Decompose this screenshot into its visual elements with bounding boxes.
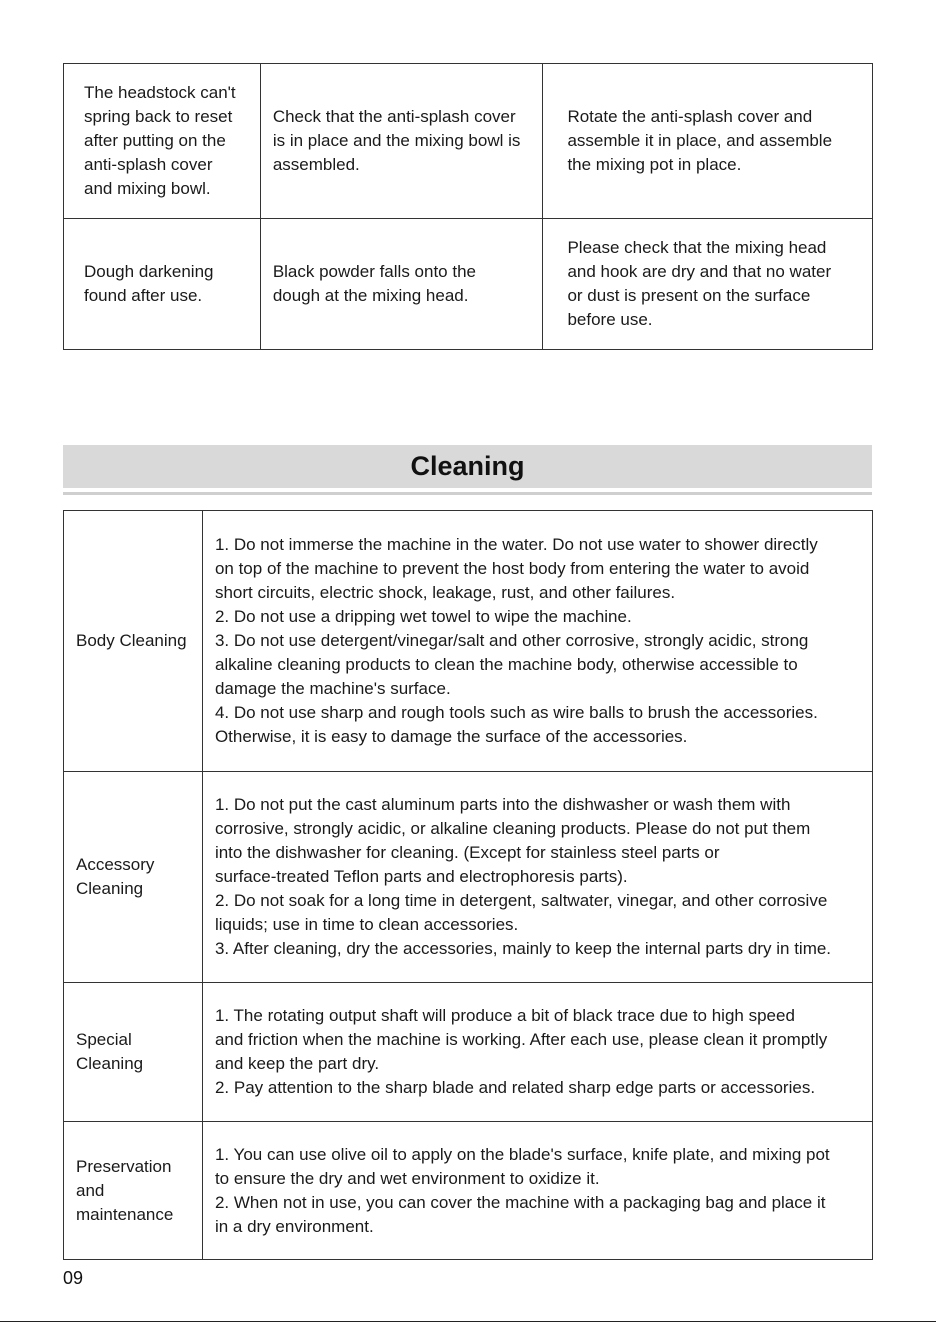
cause-cell: Black powder falls onto the dough at the mixing head. bbox=[260, 219, 543, 350]
section-header bbox=[63, 445, 872, 488]
table-row bbox=[64, 64, 873, 219]
row-text: 1. The rotating output shaft will produce a bit of black trace due to high speed and friction when the machine is working. After each use, please clean it promptly and keep the part dry. 2. Pay attention to the sharp blade and related sharp edge parts or accessories. bbox=[202, 983, 872, 1122]
section-title: Cleaning bbox=[410, 451, 525, 481]
divider bbox=[0, 1321, 936, 1322]
solution-cell: Rotate the anti-splash cover and assemble it in place, and assemble the mixing pot in place. bbox=[543, 64, 873, 219]
row-label: Body Cleaning bbox=[64, 511, 203, 772]
page-number: 09 bbox=[63, 1268, 84, 1288]
table-row bbox=[64, 772, 873, 983]
row-label: Accessory Cleaning bbox=[64, 772, 203, 983]
row-text: 1. You can use olive oil to apply on the blade's surface, knife plate, and mixing pot to ensure the dry and wet environment to oxidize it. 2. When not in use, you can cover the machine with a packaging bag and place it in a dry environment. bbox=[202, 1122, 872, 1260]
row-label: Special Cleaning bbox=[64, 983, 203, 1122]
troubleshooting-table bbox=[63, 63, 873, 350]
row-label: Preservation and maintenance bbox=[64, 1122, 203, 1260]
table-row bbox=[64, 983, 873, 1122]
cause-cell: Check that the anti-splash cover is in place and the mixing bowl is assembled. bbox=[260, 64, 543, 219]
table-row bbox=[64, 1122, 873, 1260]
row-text: 1. Do not put the cast aluminum parts into the dishwasher or wash them with corrosive, strongly acidic, or alkaline cleaning products. Please do not put them into the dishwasher for cleaning. (Except for stainless steel parts or surface-treated Teflon parts and electrophoresis parts). 2. Do not soak for a long time in detergent, saltwater, vinegar, and other corrosive liquids; use in time to clean accessories. 3. After cleaning, dry the accessories, mainly to keep the internal parts dry in time. bbox=[202, 772, 872, 983]
problem-cell: Dough darkening found after use. bbox=[64, 219, 261, 350]
row-text: 1. Do not immerse the machine in the water. Do not use water to shower directly on top of the machine to prevent the host body from entering the water to avoid short circuits, electric shock, leakage, rust, and other failures. 2. Do not use a dripping wet towel to wipe the machine. 3. Do not use detergent/vinegar/salt and other corrosive, strongly acidic, strong alkaline cleaning products to clean the machine body, otherwise accessible to damage the machine's surface. 4. Do not use sharp and rough tools such as wire balls to brush the accessories. Otherwise, it is easy to damage the surface of the accessories. bbox=[202, 511, 872, 772]
table-row bbox=[64, 219, 873, 350]
cleaning-table bbox=[63, 510, 873, 1260]
problem-cell: The headstock can't spring back to reset after putting on the anti-splash cover and mixing bowl. bbox=[64, 64, 261, 219]
divider bbox=[63, 492, 872, 495]
table-row bbox=[64, 511, 873, 772]
solution-cell: Please check that the mixing head and hook are dry and that no water or dust is present on the surface before use. bbox=[543, 219, 873, 350]
